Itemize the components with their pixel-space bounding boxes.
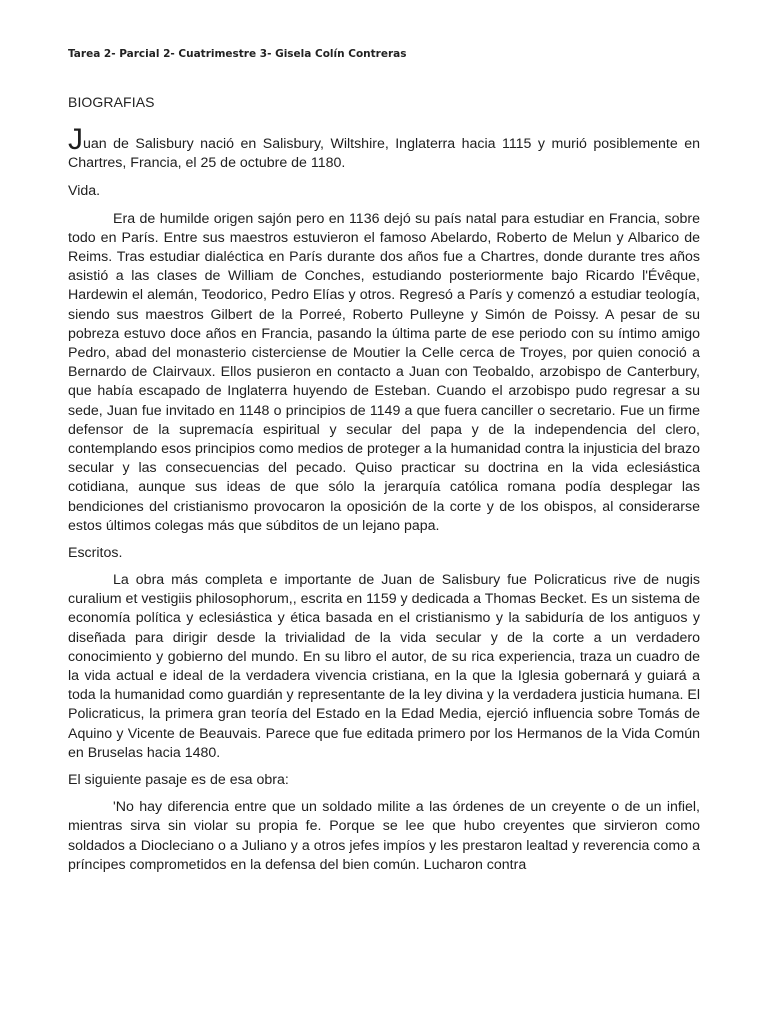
quote-paragraph: 'No hay diferencia entre que un soldado milite a las órdenes de un creyente o de un infiel, mientras sirva sin violar su propia fe. Porque se lee que hubo creyentes que sirvieron como soldados a Diocleciano o a Juliano y a otros jefes impíos y les prestaron lealtad y reverencia como a príncipes comprometidos en la defensa del bien común. Lucharon contra	[68, 799, 700, 873]
intro-text: uan de Salisbury nació en Salisbury, Wiltshire, Inglaterra hacia 1115 y murió posiblemente en Chartres, Francia, el 25 de octubre de 1180.	[68, 136, 700, 172]
section-title: BIOGRAFIAS	[68, 94, 155, 110]
vida-paragraph: Era de humilde origen sajón pero en 1136 dejó su país natal para estudiar en Francia, sobre todo en París. Entre sus maestros estuvieron el famoso Abelardo, Roberto de Melun y Albarico de Reims. Tras estudiar dialéctica en París durante dos años fue a Chartres, donde durante tres años asistió a las clases de William de Conches, estudiando posteriormente bajo Ricardo l'Évêque, Hardewin el alemán, Teodorico, Pedro Elías y otros. Regresó a París y comenzó a estudiar teología, siendo sus maestros Gilbert de la Porreé, Roberto Pulleyne y Simón de Poissy. A pesar de su pobreza estuvo doce años en Francia, pasando la última parte de ese periodo con su íntimo amigo Pedro, abad del monasterio cisterciense de Moutier la Celle cerca de Troyes, por quien conoció a Bernardo de Clairvaux. Ellos pusieron en contacto a Juan con Teobaldo, arzobispo de Canterbury, que había escapado de Inglaterra huyendo de Esteban. Cuando el arzobispo pudo regresar a su sede, Juan fue invitado en 1148 o principios de 1149 a que fuera canciller o secretario. Fue un firme defensor de la supremacía espiritual y secular del papa y de la independencia del clero, contemplando esos principios como medios de proteger a la humanidad contra la injusticia del brazo secular y las consecuencias del pecado. Quiso practicar su doctrina en la vida eclesiástica cotidiana, aunque sus ideas de que sólo la jerarquía católica romana podía desplegar las bendiciones del cristianismo provocaron la oposición de la corte y de los obispos, al considerarse estos últimos colegas más que súbditos de un lejano papa.	[68, 210, 700, 534]
escritos-heading: Escritos.	[68, 544, 123, 561]
escritos-paragraph: La obra más completa e importante de Juan de Salisbury fue Policraticus rive de nugis curalium et vestigiis philosophorum,, escrita en 1159 y dedicada a Thomas Becket. Es un sistema de economía política y eclesiástica y ética basada en el cristianismo y la sabiduría de los antiguos y diseñada para dirigir desde la trivialidad de la vida secular y de la corte a un verdadero conocimiento y gobierno del mundo. En su libro el autor, de su rica experiencia, traza un cuadro de la vida actual e ideal de la verdadera vivencia cristiana, en la que la Iglesia gobernará y guiará a toda la humanidad como guardián y representante de la ley divina y la verdadera justicia humana. El Policraticus, la primera gran teoría del Estado en la Edad Media, ejerció influencia sobre Tomás de Aquino y Vicente de Beauvais. Parece que fue editada primero por los Hermanos de la Vida Común en Bruselas hacia 1480.	[68, 572, 700, 761]
pasaje-heading: El siguiente pasaje es de esa obra:	[68, 771, 289, 788]
document-body	[68, 123, 700, 883]
drop-cap-initial: J	[68, 123, 83, 156]
document-header: Tarea 2- Parcial 2- Cuatrimestre 3- Gisela Colín Contreras	[68, 48, 407, 60]
intro-paragraph	[68, 123, 700, 173]
vida-heading: Vida.	[68, 183, 101, 200]
